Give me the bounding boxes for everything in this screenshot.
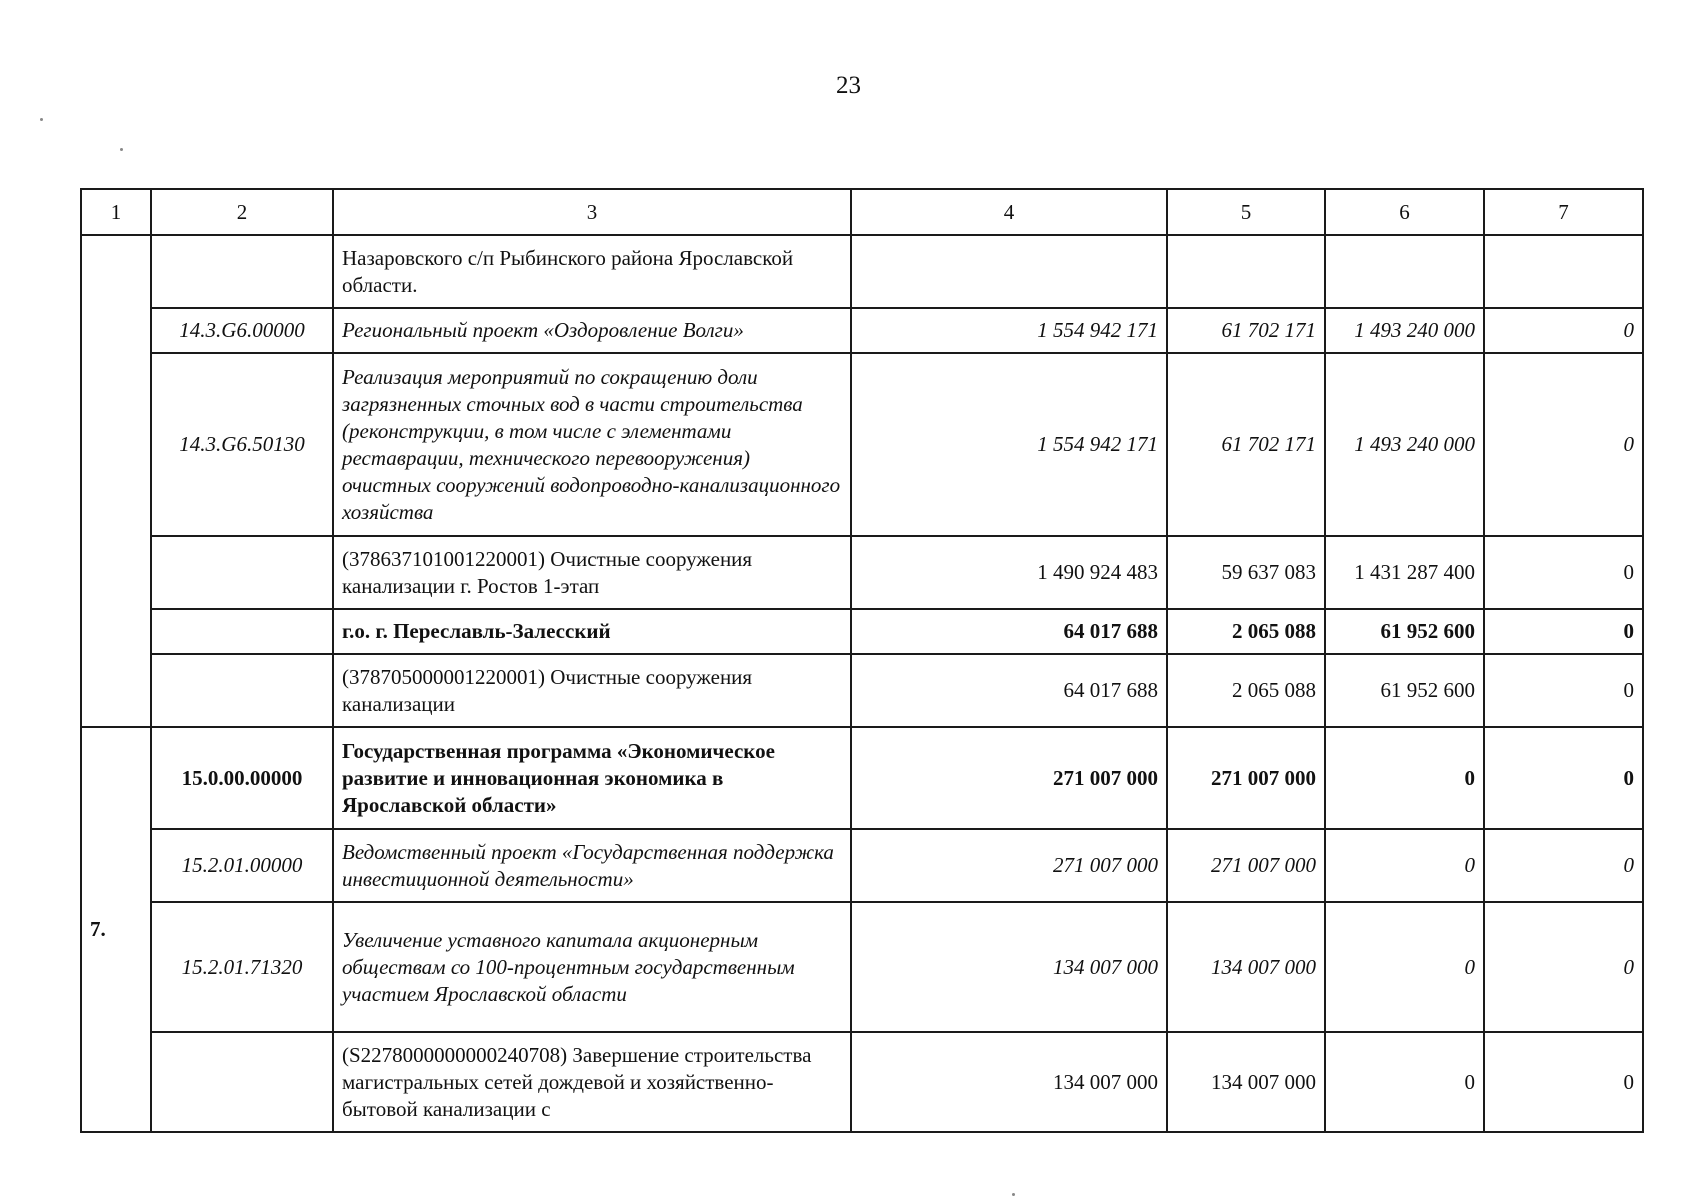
table-row <box>81 353 1643 536</box>
value-cell: 0 <box>1484 353 1643 536</box>
table-row <box>81 609 1643 654</box>
scan-speck <box>40 118 43 121</box>
code-cell: 14.3.G6.00000 <box>151 308 333 353</box>
total-cell: 64 017 688 <box>851 609 1167 654</box>
code-cell <box>151 235 333 308</box>
total-cell: 134 007 000 <box>851 1032 1167 1132</box>
value-cell: 271 007 000 <box>1167 727 1325 829</box>
value-cell: 0 <box>1325 1032 1484 1132</box>
name-cell: Государственная программа «Экономическое развитие и инновационная экономика в Ярославской области» <box>333 727 851 829</box>
code-cell <box>151 609 333 654</box>
value-cell: 0 <box>1484 727 1643 829</box>
total-cell: 1 554 942 171 <box>851 308 1167 353</box>
name-cell: Ведомственный проект «Государственная поддержка инвестиционной деятельности» <box>333 829 851 902</box>
value-cell: 61 702 171 <box>1167 308 1325 353</box>
value-cell: 0 <box>1484 536 1643 609</box>
header-cell: 5 <box>1167 189 1325 235</box>
value-cell: 59 637 083 <box>1167 536 1325 609</box>
name-cell: Увеличение уставного капитала акционерным обществам со 100-процентным государственным участием Ярославской области <box>333 902 851 1032</box>
scan-speck <box>1012 1193 1015 1196</box>
index-cell-empty <box>81 235 151 727</box>
total-cell: 64 017 688 <box>851 654 1167 727</box>
value-cell: 61 702 171 <box>1167 353 1325 536</box>
value-cell: 0 <box>1325 902 1484 1032</box>
total-cell: 271 007 000 <box>851 727 1167 829</box>
code-cell: 15.2.01.71320 <box>151 902 333 1032</box>
table-row <box>81 235 1643 308</box>
budget-table <box>80 188 1644 1133</box>
value-cell: 0 <box>1325 727 1484 829</box>
total-cell: 271 007 000 <box>851 829 1167 902</box>
value-cell <box>1325 235 1484 308</box>
name-cell: Назаровского с/п Рыбинского района Ярославской области. <box>333 235 851 308</box>
value-cell: 0 <box>1484 829 1643 902</box>
header-cell: 6 <box>1325 189 1484 235</box>
table-row <box>81 536 1643 609</box>
scan-speck <box>120 148 123 151</box>
value-cell: 1 493 240 000 <box>1325 308 1484 353</box>
value-cell: 61 952 600 <box>1325 609 1484 654</box>
total-cell <box>851 235 1167 308</box>
value-cell: 271 007 000 <box>1167 829 1325 902</box>
code-cell <box>151 536 333 609</box>
value-cell: 0 <box>1484 609 1643 654</box>
table-row <box>81 829 1643 902</box>
value-cell: 2 065 088 <box>1167 654 1325 727</box>
value-cell <box>1484 235 1643 308</box>
total-cell: 1 490 924 483 <box>851 536 1167 609</box>
value-cell: 0 <box>1484 1032 1643 1132</box>
header-cell: 4 <box>851 189 1167 235</box>
total-cell: 1 554 942 171 <box>851 353 1167 536</box>
page-number: 23 <box>836 72 861 99</box>
value-cell: 0 <box>1484 902 1643 1032</box>
table-row <box>81 1032 1643 1132</box>
code-cell: 14.3.G6.50130 <box>151 353 333 536</box>
value-cell: 2 065 088 <box>1167 609 1325 654</box>
code-cell <box>151 654 333 727</box>
name-cell: Реализация мероприятий по сокращению доли загрязненных сточных вод в части строительства (реконструкции, в том числе с элементами реставрации, технического перевооружения) очистных сооружений водопроводно-канализационного хозяйства <box>333 353 851 536</box>
code-cell <box>151 1032 333 1132</box>
value-cell: 0 <box>1325 829 1484 902</box>
name-cell: Региональный проект «Оздоровление Волги» <box>333 308 851 353</box>
code-cell: 15.2.01.00000 <box>151 829 333 902</box>
table-row <box>81 308 1643 353</box>
table-row <box>81 902 1643 1032</box>
name-cell: (378705000001220001) Очистные сооружения канализации <box>333 654 851 727</box>
header-cell: 1 <box>81 189 151 235</box>
value-cell: 61 952 600 <box>1325 654 1484 727</box>
value-cell: 134 007 000 <box>1167 902 1325 1032</box>
value-cell: 0 <box>1484 308 1643 353</box>
header-cell: 7 <box>1484 189 1643 235</box>
value-cell: 134 007 000 <box>1167 1032 1325 1132</box>
value-cell: 1 493 240 000 <box>1325 353 1484 536</box>
table-row <box>81 727 1643 829</box>
name-cell: (378637101001220001) Очистные сооружения канализации г. Ростов 1-этап <box>333 536 851 609</box>
value-cell: 1 431 287 400 <box>1325 536 1484 609</box>
total-cell: 134 007 000 <box>851 902 1167 1032</box>
table-row <box>81 654 1643 727</box>
name-cell: (S2278000000000240708) Завершение строительства магистральных сетей дождевой и хозяйственно-бытовой канализации с <box>333 1032 851 1132</box>
program-index-cell: 7. <box>81 727 151 1132</box>
value-cell <box>1167 235 1325 308</box>
header-cell: 3 <box>333 189 851 235</box>
code-cell: 15.0.00.00000 <box>151 727 333 829</box>
header-cell: 2 <box>151 189 333 235</box>
value-cell: 0 <box>1484 654 1643 727</box>
table-header-row <box>81 189 1643 235</box>
name-cell: г.о. г. Переславль-Залесский <box>333 609 851 654</box>
